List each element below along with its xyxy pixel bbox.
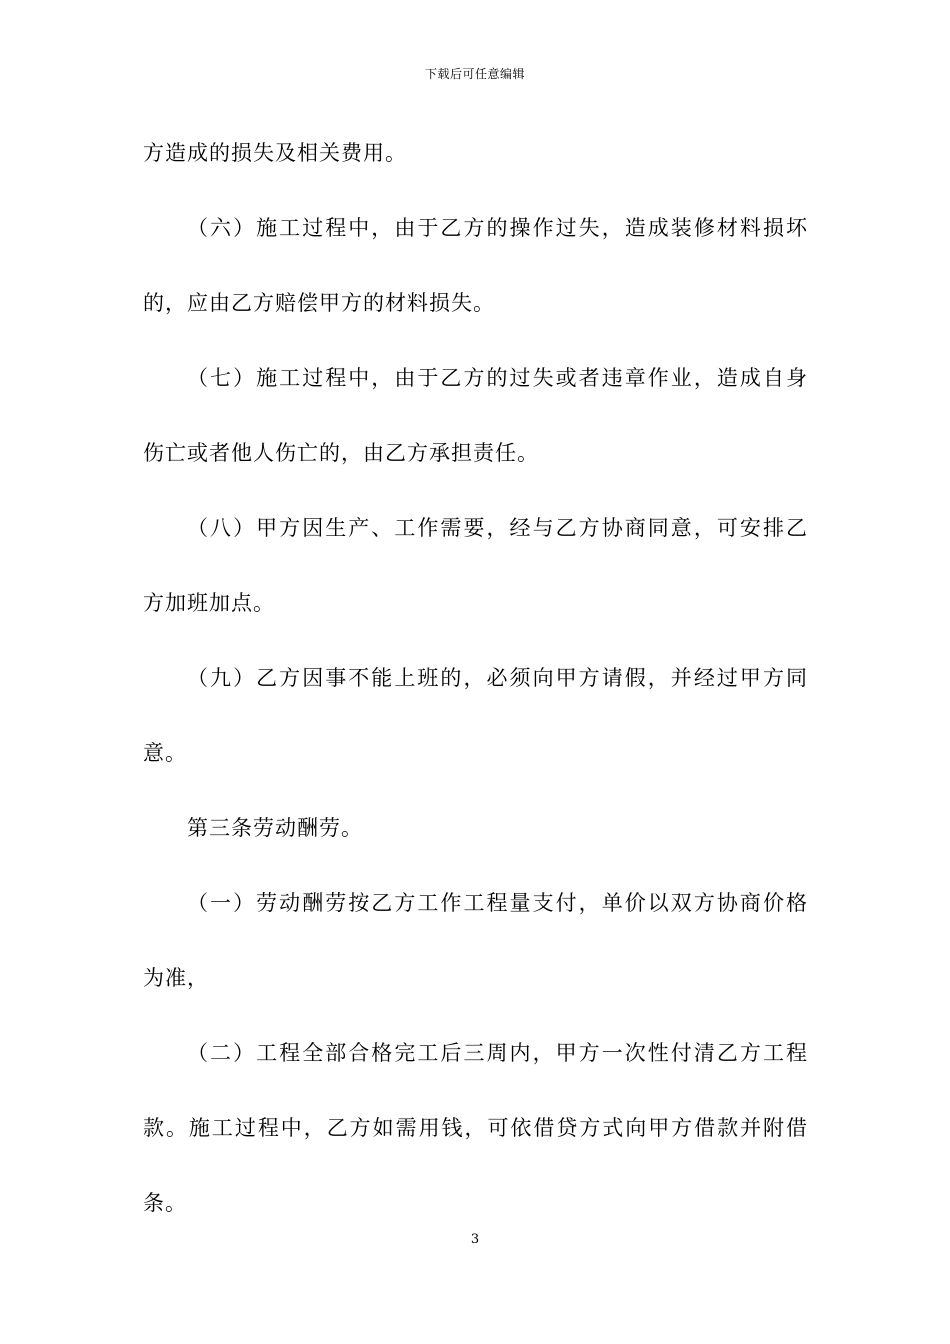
text-line-13: （二）工程全部合格完工后三周内，甲方一次性付清乙方工程	[187, 1041, 808, 1065]
text-line-3: 的，应由乙方赔偿甲方的材料损失。	[143, 291, 495, 315]
section-heading: 第三条劳动酬劳。	[187, 816, 363, 840]
text-line-15: 条。	[143, 1191, 187, 1215]
text-line-6: （八）甲方因生产、工作需要，经与乙方协商同意，可安排乙	[187, 516, 808, 540]
text-line-9: 意。	[143, 741, 187, 765]
text-line-8: （九）乙方因事不能上班的，必须向甲方请假，并经过甲方同	[187, 666, 808, 690]
text-line-14: 款。施工过程中，乙方如需用钱，可依借贷方式向甲方借款并附借	[143, 1116, 808, 1140]
text-line-7: 方加班加点。	[143, 591, 275, 615]
text-line-12: 为准，	[143, 966, 209, 990]
text-line-4: （七）施工过程中，由于乙方的过失或者违章作业，造成自身	[187, 366, 808, 390]
text-line-11: （一）劳动酬劳按乙方工作工程量支付，单价以双方协商价格	[187, 891, 808, 915]
text-line-5: 伤亡或者他人伤亡的，由乙方承担责任。	[143, 441, 539, 465]
page-header: 下载后可任意编辑	[424, 67, 525, 81]
text-line-2: （六）施工过程中，由于乙方的操作过失，造成装修材料损坏	[187, 216, 808, 240]
document-body	[143, 133, 808, 1258]
text-line-1: 方造成的损失及相关费用。	[143, 141, 407, 165]
page-number: 3	[470, 1232, 480, 1247]
